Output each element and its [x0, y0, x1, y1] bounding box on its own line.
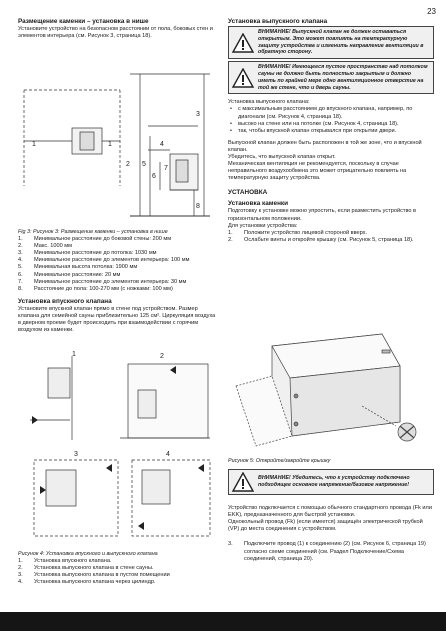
list-item: 1. Установка впускного клапана.	[18, 558, 112, 565]
single-wire-text: Однокольный провод (Fk) (если имеется) защищён электрической трубкой (VP) до места соединения с устройством.	[228, 519, 423, 533]
outlet-zone-text: Выпускной клапан должен быть расположен в той же зоне, что и впускной клапан.	[228, 139, 422, 153]
list-item: 7. Минимальное расстояние до элементов интерьера: 30 мм	[18, 278, 187, 285]
valve-installation-list	[18, 558, 218, 586]
warning-box-outlet	[228, 26, 434, 59]
page-number: 23	[427, 7, 436, 16]
figure-4-caption: Рисунок 4: Установка впускного и выпускного клапана	[18, 551, 158, 557]
fig3-label-6: 6	[152, 173, 156, 180]
warning-text-voltage: ВНИМАНИЕ! Убедитесь, что к устройству подключено подходящее основное напряжение/базовое напряжение!	[258, 475, 410, 489]
list-item: 1. Минимальное расстояние до боковой стены: 200 мм	[18, 236, 172, 243]
list-item: 6. Минимальное расстояние: 20 мм	[18, 271, 121, 278]
warning-box-voltage	[228, 469, 434, 495]
mechanical-vent-text: Механическая вентиляция не рекомендуется, поскольку в случае неправильного воздухообмена это может отрицательно повлиять на температурную защиту устройства.	[228, 161, 407, 182]
list-item: 1. Положите устройство лицевой стороной вверх.	[228, 229, 368, 236]
section-title-outlet: Установка выпускного клапана	[228, 18, 328, 25]
fig4-label-4: 4	[166, 451, 170, 458]
niche-text: Установите устройство на безопасном расстоянии от пола, боковых стен и элементов интерьера (см. Рисунок 3, страница 18).	[18, 26, 213, 40]
warning-triangle-icon	[232, 472, 254, 492]
fig3-label-2: 2	[126, 161, 130, 168]
warning-triangle-icon	[232, 33, 254, 53]
figure-3-niche-diagram	[20, 66, 216, 226]
outlet-intro: Установка выпускного клапана:	[228, 99, 310, 106]
section-title-inlet: Установка впускного клапана	[18, 297, 112, 305]
cable-text: Устройство подключается с помощью обычного стандартного провода (Fk или EKK), предназначенного для быстрой установки.	[228, 505, 432, 519]
list-item: 8. Расстояние до пола: 100-270 мм (с ножками: 100 мм)	[18, 285, 173, 292]
outlet-bullets	[228, 106, 434, 134]
connect-step	[228, 541, 434, 562]
distance-list	[18, 236, 218, 293]
heater-install-intro: Для установки устройства:	[228, 222, 298, 229]
figure-3-caption: Fig 3: Рисунок 3: Размещение каменки – установка в нише	[18, 229, 168, 235]
inlet-text: Установите впускной клапан прямо в стене под устройством. Размер клапана для семейной сауны приблизительно 125 см². Циркуляция воздуха в дверном проеме будет происходить при взаимодействии с горячим воздухом из каменки.	[18, 305, 216, 334]
fig4-label-1: 1	[72, 351, 76, 358]
warning-box-ceiling	[228, 61, 434, 94]
warning-triangle-icon	[232, 68, 254, 88]
fig3-label-3: 3	[196, 111, 200, 118]
section-title-niche: Размещение каменки – установка в нише	[18, 18, 149, 25]
outlet-open-text: Убедитесь, что выпускной клапан открыт.	[228, 154, 336, 161]
list-item: • так, чтобы впускной клапан открывался при открытии двери.	[228, 128, 434, 135]
section-title-installation: УСТАНОВКА	[228, 189, 268, 197]
list-item: 5. Минимальная высота потолка: 1900 мм	[18, 264, 138, 271]
fig3-label-4: 4	[160, 141, 164, 148]
list-item: 3. Подключите провод (1) к соединению (2) (см. Рисунок 6, страница 19) согласно схеме соединений (см. Раздел Подключение/Схема соединений, страница 20).	[228, 541, 426, 562]
list-item: 4. Минимальное расстояние до элементов интерьера: 100 мм	[18, 257, 190, 264]
fig3-label-5: 5	[142, 161, 146, 168]
heater-install-text: Подготовку к установке можно упростить, если разместить устройство в горизонтальном положении.	[228, 208, 417, 222]
figure-5-cover-diagram	[232, 326, 430, 456]
right-column	[228, 18, 434, 244]
fig3-label-7: 7	[164, 165, 168, 172]
figure-5-caption: Рисунок 5: Откройте/закройте крышку	[228, 458, 331, 464]
fig4-label-3: 3	[74, 451, 78, 458]
install-steps	[228, 230, 434, 244]
list-item: 4. Установка выпускного клапана через цилиндр.	[18, 579, 156, 586]
warning-text-outlet: ВНИМАНИЕ! Выпускной клапан не должен оставаться открытым. Это может повлиять на температурную защиту устройства и изменить направление вентиляции в обратную сторону.	[258, 29, 424, 56]
fig3-label-1a: 1	[32, 141, 36, 148]
fig3-label-8: 8	[196, 203, 200, 210]
footer-bar	[0, 612, 446, 631]
list-item: 3. Установка выпускного клапана в пустом помещении	[18, 572, 170, 579]
list-item: 2. Ослабьте винты и откройте крышку (см. Рисунок 5, страница 18).	[228, 236, 414, 243]
list-item: • с максимальным расстоянием до впускного клапана, например, по диагонали (см. Рисунок 4, страница 18).	[228, 106, 434, 120]
figure-4-valves-diagram	[20, 350, 216, 548]
fig4-label-2: 2	[160, 353, 164, 360]
left-column	[18, 18, 218, 40]
list-item: 3. Минимальное расстояние до потолка: 1030 мм	[18, 250, 157, 257]
list-item: • высоко на стене или на потолке (см. Рисунок 4, страница 18).	[228, 121, 434, 128]
list-item: 2. Макс. 1000 мм	[18, 243, 72, 250]
list-item: 2. Установка выпускного клапана в стене сауны.	[18, 565, 154, 572]
warning-text-ceiling: ВНИМАНИЕ! Имеющееся пустое пространство над потолком сауны не должно быть полностью закрытым и должно иметь по крайней мере одно вентиляционное отверстие на той же стене, что и дверь сауны.	[258, 64, 428, 91]
fig3-label-1b: 1	[108, 141, 112, 148]
section-title-heater-install: Установка каменки	[228, 200, 289, 208]
